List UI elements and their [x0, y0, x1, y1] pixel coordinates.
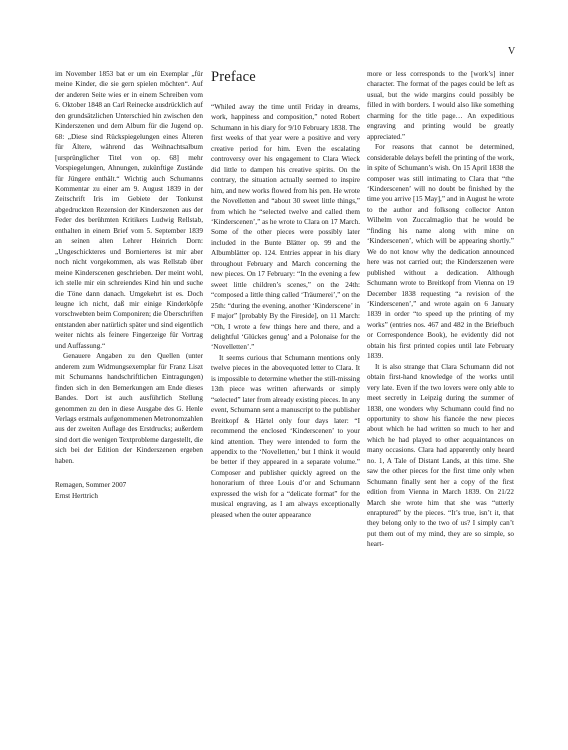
- paragraph: Genauere Angaben zu den Quellen (unter anderem zum Widmungsexemplar für Franz Liszt mit Schumanns handschriftlichen Eintragungen) finden sich in den Bemerkungen am Ende dieses Bandes. Dort ist auch ausführlich Stellung genommen zu den in diese Ausgabe des G. Henle Verlags erstmals aufgenommenen Metronomzahlen aus der zweiten Auflage des Erstdrucks; außerdem sind dort die wenigen Textprobleme dargestellt, die sich bei der Edition der Kinderszenen ergeben haben.: [55, 352, 203, 465]
- english-text-column-2: [367, 69, 514, 550]
- english-text-column-1: [211, 102, 360, 520]
- signature-block: [55, 480, 203, 501]
- paragraph: more or less corresponds to the [work’s] inner character. The format of the pages could be left as usual, but the wide margins could possibly be filled in with borders. I would also like something charming for the title page… An expeditious engraving and printing would be greatly appreciated.”: [367, 70, 514, 141]
- paragraph: It is also strange that Clara Schumann did not obtain first-hand knowledge of the works until very late. Even if the two lovers were only able to meet secretly in Leipzig during the summer of 1838, one wonders why Schumann could find no opportunity to show his fiancée the new pieces about which he had written so much to her and which he had played to other acquaintances on many occasions. Clara had apparently only heard no. 1, A Tale of Distant Lands, at this time. She saw the other pieces for the first time only when Schumann finally sent her a copy of the first edition from Vienna in March 1839. On 21/22 March she wrote him that she was “utterly enraptured” by the pieces. “It’s true, isn’t it, that they belong only to the two of us? I simply can’t put them out of my mind, they are so simple, so heart-: [367, 362, 514, 549]
- paragraph: im November 1853 bat er um ein Exemplar „für meine Kinder, die sie gern spielen möchten“. Auf der anderen Seite wies er in einem Schreiben vom 6. Oktober 1848 an Carl Reinecke ausdrücklich auf den grundsätzlichen Unterschied hin zwischen den Kinderszenen und dem Album für die Jugend op. 68: „Diese sind Rückspiegelungen eines Älteren für Ältere, während das Weihnachtsalbum [ursprünglicher Titel von op. 68] mehr Vorspiegelungen, Ahnungen, zukünftige Zustände für Jüngere enthält.“ Wichtig auch Schumanns Kommentar zu einer am 9. August 1839 in der Zeitschrift Iris im Gebiete der Tonkunst abgedruckten Rezension der Kinderszenen aus der Feder des berühmten Kritikers Ludwig Rellstab, enthalten in einem Brief vom 5. September 1839 an seinen alten Lehrer Heinrich Dorn: „Ungeschickteres und Bornierteres ist mir aber noch nicht vorgekommen, als was Rellstab über meine Kinderscenen geschrieben. Der meint wohl, ich stelle mir ein schreiendes Kind hin und suche die Töne dann danach. Umgekehrt ist es. Doch leugne ich nicht, daß mir einige Kinderköpfe vorschwebten beim Componiren; die Überschriften entstanden aber natürlich später und sind eigentlich weiter nichts als feinere Fingerzeige für Vortrag und Auffassung.“: [55, 70, 203, 350]
- signature-place-date: Remagen, Sommer 2007: [55, 481, 127, 490]
- page-number: V: [508, 46, 516, 57]
- page-title: Preface: [211, 69, 256, 85]
- paragraph: “Whiled away the time until Friday in dreams, work, happiness and composition,” noted Robert Schumann in his diary for 9/10 February 1838. The first weeks of that year were a positive and very creative period for him. Even the escalating controversy over his engagement to Clara Wieck did little to dampen his creative spirits. On the contrary, the situation actually seemed to inspire him, and new works flowed from his pen. He wrote the Novelletten and “about 30 sweet little things,” from which he “selected twelve and called them ‘Kinderscenen’,” as he wrote to Clara on 17 March. Some of the other pieces were possibly later included in the Bunte Blätter op. 99 and the Albumblätter op. 124. Entries appear in his diary throughout February and March concerning the new pieces. On 17 February: “In the evening a few sweet little children’s scenes,” on the 24th: “composed a little thing called ‘Träumerei’,” on the 25th: “during the evening, another ‘Kinderscene’ in F major” [probably By the Fireside], on 11 March: “Oh, I wrote a few things here and there, and a delightful ‘Glückes genug’ and a Polonaise for the ‘Novelletten’.”: [211, 103, 360, 352]
- german-text-column: [55, 69, 203, 501]
- paragraph: It seems curious that Schumann mentions only twelve pieces in the abovequoted letter to Clara. It is impossible to determine whether the still-missing 13th piece was written afterwards or simply “selected” later from already existing pieces. In any event, Schumann sent a manuscript to the publisher Breitkopf & Härtel only four days later: “I recommend the enclosed ‘Kinderscenen’ to your kind attention. They were intended to form the appendix to the ‘Novelletten,’ but I think it would be better if they appeared in a separate volume.” Composer and publisher quickly agreed on the honorarium of three Louis d’or and Schumann expressed the wish for a “delicate format” for the musical engraving, as I am always exceptionally pleased when the outer appearance: [211, 353, 360, 519]
- paragraph: For reasons that cannot be determined, considerable delays befell the printing of the work, in spite of Schumann’s wish. On 15 April 1838 the composer was still intimating to Clara that “the ‘Kinderscenen’ will no doubt be finished by the time you arrive [15 May],” and in August he wrote to the author and folksong collector Anton Wilhelm von Zuccalmaglio that he would be “finding his name along with mine on ‘Kinderscenen’, which will be appearing shortly.” We do not know why the dedication announced here was not carried out; the Kinderszenen were published without a dedication. Although Schumann wrote to Breitkopf from Vienna on 19 December 1838 requesting “a revision of the ‘Kinderscenen’,” and wrote again on 6 January 1839 in order “to speed up the printing of my works” (entries nos. 467 and 482 in the Briefbuch or Correspondence Book), he evidently did not obtain his first printed copies until late February 1839.: [367, 143, 514, 361]
- signature-author: Ernst Herttrich: [55, 491, 98, 500]
